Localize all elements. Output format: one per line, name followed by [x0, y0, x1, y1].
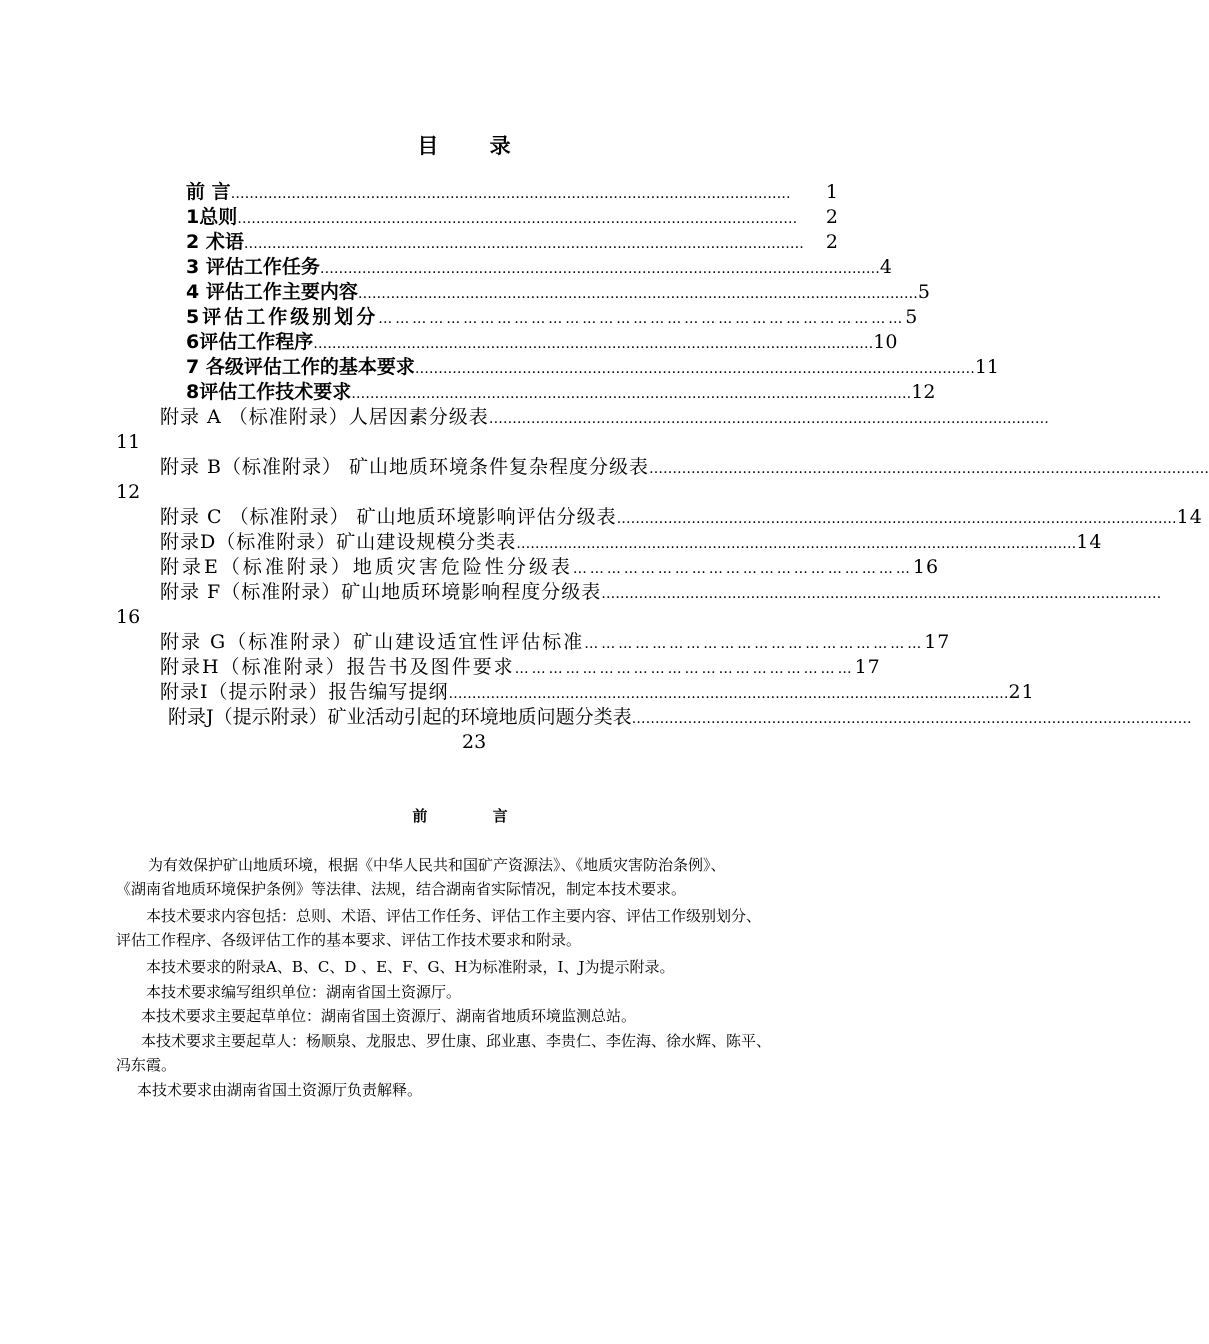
toc-leader-dots: …………………………………………………………………………………………………………	[448, 686, 1009, 702]
toc-leader-dots: …………………………………………………………………………………………………………	[631, 711, 1192, 727]
toc-entry[interactable]	[186, 380, 936, 405]
toc-entry[interactable]	[186, 280, 930, 305]
preface-line: 评估工作程序、各级评估工作的基本要求、评估工作技术要求和附录。	[116, 931, 582, 949]
toc-entry-page: 16	[116, 606, 141, 628]
preface-line: 《湖南省地质环境保护条例》等法律、法规，结合湖南省实际情况，制定本技术要求。	[116, 880, 687, 898]
toc-entry-page: 12	[911, 381, 936, 403]
toc-entry-page: 23	[462, 731, 487, 753]
toc-appendix-entry[interactable]	[160, 405, 1049, 430]
toc-entry-page: 4	[879, 256, 892, 278]
toc-entry-label: 附录 G（标准附录）矿山建设适宜性评估标准	[160, 631, 585, 653]
toc-entry-page: 10	[873, 331, 898, 353]
toc-leader-dots: …………………………………………………………………………………………………………	[516, 536, 1077, 552]
preface-line: 本技术要求的附录A、B、C、D 、E、F、G、H为标准附录，I、J为提示附录。	[146, 958, 675, 976]
toc-leader-dots: …………………………………………………………………………………………………………	[488, 411, 1049, 427]
toc-entry[interactable]	[186, 305, 918, 330]
toc-title: 目 录	[417, 134, 533, 158]
toc-entry-label: 前 言	[186, 181, 231, 203]
toc-entry-label: 附录 C （标准附录） 矿山地质环境影响评估分级表	[160, 506, 617, 528]
toc-entry-page: 2	[825, 231, 838, 253]
toc-entry-page: 11	[116, 431, 141, 453]
toc-entry-label: 附录 A （标准附录）人居因素分级表	[160, 406, 489, 428]
toc-entry-page: 14	[1176, 506, 1203, 528]
toc-leader-dots: ……………………………………………………	[514, 661, 855, 677]
toc-entry-page: 17	[854, 656, 881, 678]
toc-entry-label: 附录E（标准附录）地质灾害危险性分级表	[160, 556, 573, 578]
toc-appendix-entry[interactable]	[160, 530, 1103, 555]
toc-entry-label: 2 术语	[186, 231, 244, 253]
toc-entry-page: 2	[825, 206, 838, 228]
toc-entry-label: 附录I（提示附录）报告编写提纲	[160, 681, 449, 703]
toc-leader-dots: …………………………………………………………………………………………………………	[319, 261, 880, 277]
toc-entry-page: 1	[825, 181, 838, 203]
preface-line: 本技术要求主要起草单位：湖南省国土资源厅、湖南省地质环境监测总站。	[141, 1007, 637, 1025]
toc-entry-page: 5	[917, 281, 930, 303]
toc-entry-page: 5	[905, 306, 918, 328]
toc-entry[interactable]	[186, 330, 898, 355]
toc-appendix-entry[interactable]	[160, 630, 951, 655]
toc-entry-label: 8评估工作技术要求	[186, 381, 352, 403]
toc-entry-label: 附录D（标准附录）矿山建设规模分类表	[160, 531, 517, 553]
toc-entry-page: 11	[974, 356, 1000, 378]
toc-leader-dots: …………………………………………………………………………………………………………	[351, 386, 912, 402]
toc-entry[interactable]	[186, 230, 838, 255]
toc-entry-label: 6评估工作程序	[186, 331, 314, 353]
toc-appendix-entry[interactable]	[160, 580, 1162, 605]
preface-line: 本技术要求编写组织单位：湖南省国土资源厅。	[146, 983, 462, 1001]
toc-leader-dots: …………………………………………………………………………………………………………	[230, 186, 791, 202]
toc-appendix-entry[interactable]	[160, 505, 1203, 530]
toc-entry-label: 7 各级评估工作的基本要求	[186, 356, 415, 378]
toc-entry-label: 附录H（标准附录）报告书及图件要求	[160, 656, 515, 678]
toc-appendix-entry[interactable]	[160, 455, 1209, 480]
preface-line: 本技术要求内容包括：总则、术语、评估工作任务、评估工作主要内容、评估工作级别划分、	[146, 907, 762, 925]
toc-leader-dots: …………………………………………………………………………………………………………	[414, 361, 975, 377]
toc-entry[interactable]	[186, 180, 838, 205]
preface-line: 冯东霞。	[116, 1056, 177, 1074]
toc-entry[interactable]	[186, 205, 838, 230]
toc-entry-label: 4 评估工作主要内容	[186, 281, 358, 303]
toc-leader-dots: …………………………………………………………………………………………………………	[243, 236, 804, 252]
toc-leader-dots: …………………………………………………………………………………………………………	[237, 211, 798, 227]
toc-leader-dots: …………………………………………………………………………………………………………	[313, 336, 874, 352]
toc-entry-page: 12	[116, 481, 141, 503]
toc-leader-dots: …………………………………………………………………………………………………………	[357, 286, 918, 302]
toc-entry-label: 附录J（提示附录）矿业活动引起的环境地质问题分类表	[168, 706, 632, 728]
toc-entry[interactable]	[186, 355, 1000, 380]
toc-entry-label: 附录 F（标准附录）矿山地质环境影响程度分级表	[160, 581, 602, 603]
preface-title: 前 言	[412, 807, 538, 825]
toc-entry-label: 5评估工作级别划分	[186, 306, 379, 328]
toc-entry-page: 16	[912, 556, 940, 578]
preface-line: 为有效保护矿山地质环境，根据《中华人民共和国矿产资源法》、《地质灾害防治条例》、	[148, 856, 726, 874]
toc-leader-dots: ……………………………………………………	[572, 561, 913, 577]
toc-leader-dots: …………………………………………………………………………………………………………	[601, 586, 1162, 602]
toc-entry[interactable]	[186, 255, 892, 280]
preface-line: 本技术要求主要起草人：杨顺泉、龙服忠、罗仕康、邱业惠、李贵仁、李佐海、徐水辉、陈平、	[141, 1032, 772, 1050]
toc-leader-dots: …………………………………………………………………………………	[378, 311, 906, 327]
toc-entry-page: 17	[924, 631, 951, 653]
toc-entry-label: 1总则	[186, 206, 238, 228]
toc-leader-dots: …………………………………………………………………………………………………………	[649, 461, 1209, 477]
toc-leader-dots: ……………………………………………………	[584, 636, 925, 652]
toc-entry-label: 3 评估工作任务	[186, 256, 320, 278]
toc-appendix-entry[interactable]	[168, 705, 1192, 730]
toc-leader-dots: …………………………………………………………………………………………………………	[616, 511, 1177, 527]
toc-entry-page: 21	[1008, 681, 1035, 703]
toc-entry-page: 14	[1076, 531, 1103, 553]
toc-appendix-entry[interactable]	[160, 655, 881, 680]
toc-appendix-entry[interactable]	[160, 680, 1035, 705]
preface-line: 本技术要求由湖南省国土资源厅负责解释。	[137, 1081, 423, 1099]
toc-appendix-entry[interactable]	[160, 555, 940, 580]
toc-entry-label: 附录 B（标准附录） 矿山地质环境条件复杂程度分级表	[160, 456, 650, 478]
